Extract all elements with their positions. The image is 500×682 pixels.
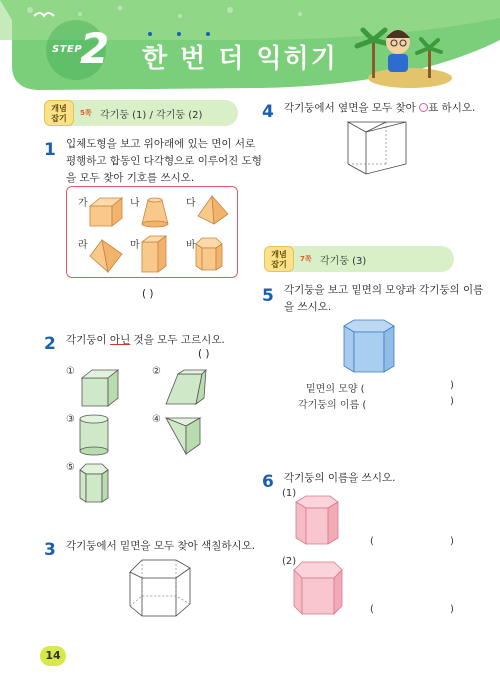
q2-option-4-shape [164, 414, 202, 456]
q1-label-ba: 바 [186, 240, 196, 251]
q1-shape-frustum [140, 196, 170, 228]
page-number: 14 [40, 646, 66, 666]
concept-pill: 개념 잡기 [44, 100, 74, 126]
q2-text-post: 것을 모두 고르시오. [130, 334, 225, 346]
tag-topic: 각기둥 (3) [320, 256, 367, 267]
q6-part-1-label: (1) [282, 488, 297, 499]
q1-label-da: 다 [186, 198, 196, 209]
tag-topic: 각기둥 (1) / 각기둥 (2) [100, 110, 203, 121]
question-4-text [284, 100, 475, 117]
q1-line-2: 평행하고 합동인 다각형으로 이루어진 도형 [66, 155, 262, 167]
question-5-text [284, 282, 483, 316]
q2-option-5-label: ⑤ [66, 462, 75, 473]
q1-label-ma: 마 [130, 240, 140, 251]
q2-option-2-shape [164, 368, 208, 408]
q2-option-3-label: ③ [66, 414, 75, 425]
q6-part-2-label: (2) [282, 556, 297, 567]
q5-base-shape-label: 밑면의 모양 ( [306, 384, 365, 395]
q5-prism-name-label: 각기둥의 이름 ( [298, 400, 367, 411]
q5-base-shape-close: ) [450, 380, 454, 391]
tag-page-ref: 7쪽 [300, 255, 312, 263]
emphasis-dot [177, 32, 181, 36]
q4-text-post: 표 하시오. [428, 102, 476, 114]
question-number-5: 5 [262, 286, 274, 306]
emphasis-dot [148, 32, 152, 36]
concept-tag-1 [44, 100, 238, 126]
question-3-text: 각기둥에서 밑면을 모두 찾아 색칠하시오. [66, 540, 256, 552]
tag-page-ref: 5쪽 [80, 109, 92, 117]
q6-part-1-shape [294, 494, 342, 546]
q2-option-1-shape [80, 368, 120, 408]
question-number-6: 6 [262, 472, 274, 492]
q2-option-4-label: ④ [152, 414, 161, 425]
q2-option-5-shape [78, 462, 112, 504]
concept-pill: 개념 잡기 [264, 246, 294, 272]
page-title: 한 번 더 익히기 [142, 44, 338, 74]
q2-option-1-label: ① [66, 366, 75, 377]
q5-line-1: 각기둥을 보고 밑면의 모양과 각기둥의 이름 [284, 284, 484, 296]
q1-label-na: 나 [130, 198, 140, 209]
q2-text-pre: 각기둥이 [66, 334, 110, 346]
circle-mark-icon [419, 103, 428, 112]
q6-part-2-shape [292, 560, 344, 616]
question-6-text: 각기둥의 이름을 쓰시오. [284, 472, 396, 484]
q3-hexagonal-prism[interactable] [126, 558, 196, 620]
step-label: STEP [52, 44, 83, 55]
q1-shape-box [88, 196, 124, 228]
emphasis-dot [206, 32, 210, 36]
q1-line-3: 을 모두 찾아 기호를 쓰시오. [66, 172, 195, 184]
question-1-text [66, 136, 262, 187]
q4-triangular-prism[interactable] [346, 120, 410, 176]
question-number-2: 2 [44, 334, 56, 354]
q5-prism-name-close: ) [450, 396, 454, 407]
q5-hexagonal-prism [342, 318, 398, 374]
q1-line-1: 입체도형을 보고 위아래에 있는 면이 서로 [66, 138, 256, 150]
q1-label-ga: 가 [78, 198, 88, 209]
question-2-text [66, 332, 225, 349]
q1-shape-cuboid [140, 234, 168, 274]
q2-option-2-label: ② [152, 366, 161, 377]
question-number-3: 3 [44, 540, 56, 560]
q2-option-3-shape [78, 414, 110, 456]
q1-shape-hexagonal-prism [194, 236, 226, 272]
q6-part-2-close: ) [450, 604, 454, 615]
question-number-1: 1 [44, 140, 56, 160]
q6-part-1-open[interactable]: ( [370, 536, 374, 547]
q4-text-pre: 각기둥에서 옆면을 모두 찾아 [284, 102, 420, 114]
q5-line-2: 을 쓰시오. [284, 301, 332, 313]
q1-shape-triangular-pyramid [88, 238, 124, 274]
concept-tag-2 [264, 246, 454, 272]
q1-shape-pyramid [196, 194, 230, 228]
q1-label-ra: 라 [78, 240, 88, 251]
question-number-4: 4 [262, 102, 274, 122]
q1-answer-blank[interactable]: ( ) [142, 288, 154, 300]
header-banner [0, 0, 500, 98]
q2-text-emphasis: 아닌 [109, 334, 131, 346]
q6-part-2-open[interactable]: ( [370, 604, 374, 615]
q2-answer-blank[interactable]: ( ) [198, 348, 210, 360]
step-number: 2 [80, 24, 110, 73]
q6-part-1-close: ) [450, 536, 454, 547]
